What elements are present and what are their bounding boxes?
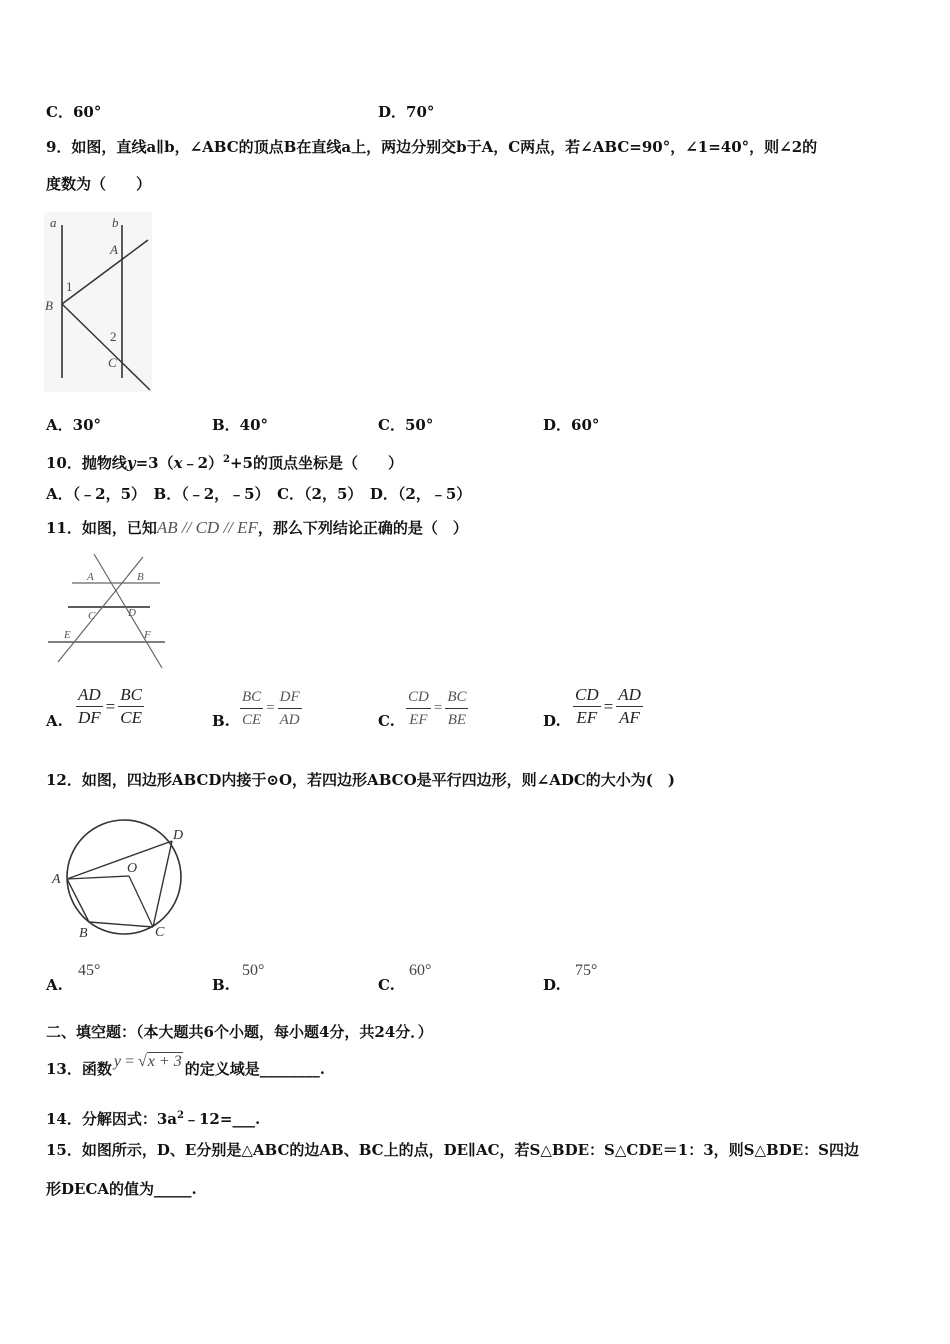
q12-label-D: D xyxy=(173,828,184,843)
q12-stem: 12．如图，四边形ABCD内接于⊙O，若四边形ABCO是平行四边形，则∠ADC的大小为( ) xyxy=(46,771,675,789)
q11-d-den1: EF xyxy=(576,708,598,727)
q14-pre: 14．分解因式：3a xyxy=(46,1110,178,1128)
q10-expr-y: y xyxy=(126,454,136,472)
q11-option-c xyxy=(406,686,468,731)
q11-figure xyxy=(44,552,169,672)
q11-d-num2: AD xyxy=(616,684,643,707)
q13-post: 的定义域是________. xyxy=(184,1060,325,1078)
q9-label-C: C xyxy=(108,355,117,370)
q8-option-c: C．60° xyxy=(46,103,102,121)
q11-math: AB // CD // EF xyxy=(156,518,258,537)
q11-a-den2: CE xyxy=(120,708,142,727)
q11-letter-b: B. xyxy=(212,712,230,730)
q11-b-num1: BC xyxy=(240,686,263,709)
q11-label-D: D xyxy=(128,607,136,619)
q12-side-ab xyxy=(67,879,89,922)
q12-figure xyxy=(46,815,196,945)
q12-value-b: 50° xyxy=(242,962,265,979)
q11-label-F: F xyxy=(144,629,151,641)
q9-label-B: B xyxy=(45,298,53,313)
q11-c-den2: BE xyxy=(447,712,467,728)
q11-b-den2: AD xyxy=(279,712,300,728)
q13-math xyxy=(114,1052,183,1072)
q11-option-b xyxy=(240,686,302,731)
q9-option-d: D．60° xyxy=(543,416,600,434)
q11-b-num2: DF xyxy=(278,686,302,709)
q12-letter-b: B. xyxy=(212,976,230,994)
q11-label-A: A xyxy=(87,571,94,583)
q12-letter-d: D. xyxy=(543,976,561,994)
q12-side-oc xyxy=(129,876,153,927)
q10-expr-x: x xyxy=(173,454,183,472)
q11-post: ，那么下列结论正确的是（ ） xyxy=(257,519,468,537)
q11-d-den2: AF xyxy=(619,708,640,727)
q15-stem-line2: 形DECA的值为_____. xyxy=(46,1180,197,1198)
q9-option-a: A．30° xyxy=(46,416,102,434)
q13-math-rad: x + 3 xyxy=(147,1053,182,1070)
q11-d-eq: = xyxy=(603,696,614,716)
q10-sup: 2 xyxy=(223,454,230,465)
q10-post: +5的顶点坐标是（ ） xyxy=(229,454,403,472)
q11-c-den1: EF xyxy=(409,712,428,728)
q11-c-eq: = xyxy=(433,700,443,716)
q13-stem xyxy=(46,1053,325,1080)
q11-label-B: B xyxy=(137,571,144,583)
q11-a-num2: BC xyxy=(118,684,144,707)
q12-side-ao xyxy=(67,876,129,879)
q9-figure xyxy=(40,210,160,395)
q10-pre: 10．抛物线 xyxy=(46,454,127,472)
q12-side-ad xyxy=(67,841,172,879)
q11-a-eq: = xyxy=(105,696,116,716)
q12-value-c: 60° xyxy=(409,962,432,979)
q9-option-c: C．50° xyxy=(378,416,434,434)
q11-letter-c: C. xyxy=(378,712,395,730)
q9-stem-line1: 9．如图，直线a∥b，∠ABC的顶点B在直线a上，两边分别交b于A，C两点，若∠ABC=90°，∠1=40°，则∠2的 xyxy=(46,138,818,156)
q10-options: A．（﹣2，5） B．（﹣2，﹣5） C．（2，5） D．（2，﹣5） xyxy=(46,485,472,503)
q12-side-bc xyxy=(89,922,153,927)
q9-label-A: A xyxy=(110,242,118,257)
q11-a-num1: AD xyxy=(76,684,103,707)
q9-label-a: a xyxy=(50,215,57,230)
q11-d-num1: CD xyxy=(573,684,601,707)
q11-c-num1: CD xyxy=(406,686,431,709)
q13-math-y: y xyxy=(113,1053,121,1070)
q11-label-E: E xyxy=(64,629,71,641)
q12-letter-c: C. xyxy=(378,976,395,994)
q9-label-1: 1 xyxy=(66,279,73,294)
q12-value-d: 75° xyxy=(575,962,598,979)
q14-sup: 2 xyxy=(177,1110,184,1121)
q12-letter-a: A. xyxy=(46,976,63,994)
q11-label-C: C xyxy=(88,610,96,622)
q12-side-dc xyxy=(153,841,172,927)
q11-b-eq: = xyxy=(266,700,275,716)
q11-option-d xyxy=(573,684,643,729)
q12-value-a: 45° xyxy=(78,962,101,979)
q12-label-A: A xyxy=(52,872,61,887)
q13-sqrt-sign: √ xyxy=(138,1053,147,1070)
q12-label-B: B xyxy=(79,926,88,941)
q11-letter-a: A. xyxy=(46,712,63,730)
q10-expr-tail: ﹣2） xyxy=(182,454,223,472)
q11-pre: 11．如图，已知 xyxy=(46,519,157,537)
q9-label-2: 2 xyxy=(110,329,117,344)
q11-stem xyxy=(46,518,468,538)
q9-option-b: B．40° xyxy=(212,416,269,434)
q14-stem xyxy=(46,1106,260,1129)
q9-stem-line2: 度数为（ ） xyxy=(46,175,152,193)
q9-label-b: b xyxy=(112,215,119,230)
q11-a-den1: DF xyxy=(78,708,101,727)
q13-math-eq: = xyxy=(120,1053,139,1070)
q13-pre: 13．函数 xyxy=(46,1060,112,1078)
q11-b-den1: CE xyxy=(242,712,262,728)
q9-figure-bg xyxy=(44,212,152,392)
q11-c-num2: BC xyxy=(445,686,468,709)
q10-stem xyxy=(46,450,403,473)
q11-letter-d: D. xyxy=(543,712,561,730)
section2-heading: 二、填空题：（本大题共6个小题，每小题4分，共24分．） xyxy=(46,1023,433,1041)
q15-stem-line1: 15．如图所示，D、E分别是△ABC的边AB、BC上的点，DE∥AC，若S△BDE：S△CDE＝1：3，则S△BDE：S四边 xyxy=(46,1141,859,1159)
q10-expr-mid: =3（ xyxy=(135,454,174,472)
q8-option-d: D．70° xyxy=(378,103,435,121)
q12-label-C: C xyxy=(155,925,165,940)
q12-label-O: O xyxy=(127,861,138,876)
q11-option-a xyxy=(76,684,144,729)
q14-post: ﹣12=___. xyxy=(184,1110,261,1128)
